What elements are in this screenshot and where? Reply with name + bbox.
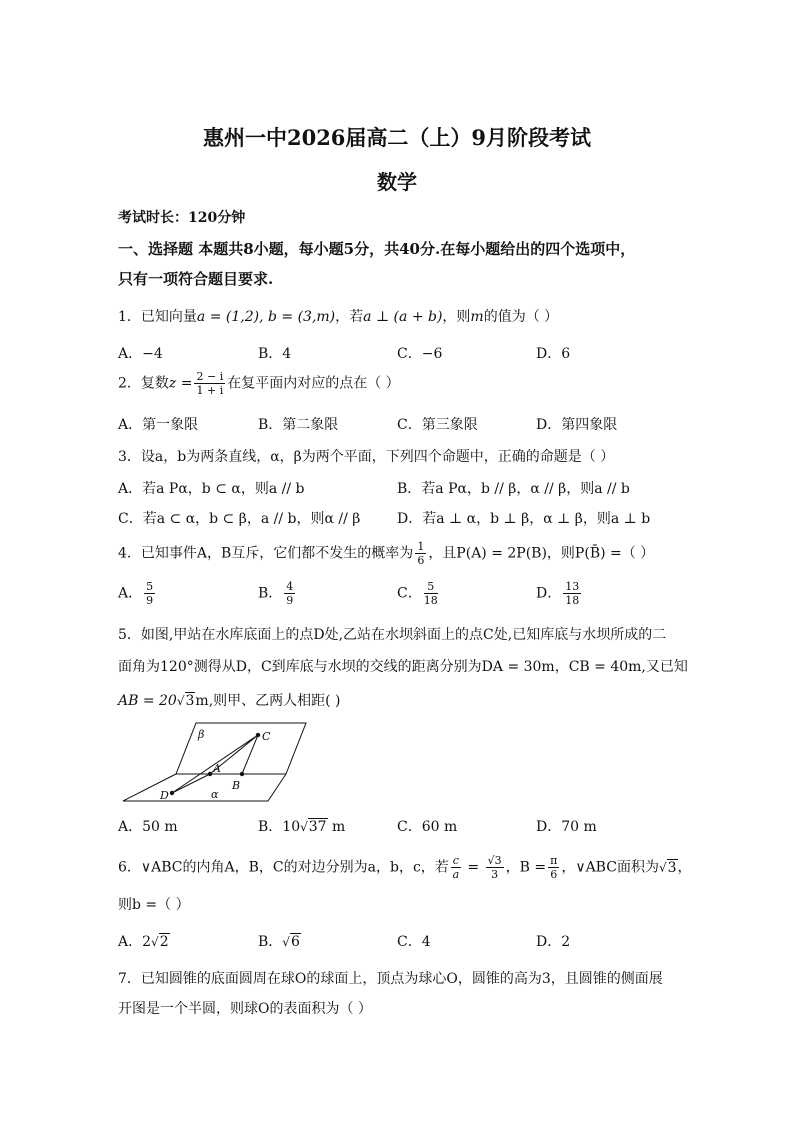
q4-d-num: 13	[565, 580, 580, 593]
q6-text-b: ，B =	[505, 859, 547, 876]
q1-option-d: D．6	[536, 346, 571, 362]
q5-option-c: C．60 m	[397, 819, 458, 835]
q5-option-b-rad: 37	[308, 819, 327, 835]
q4-option-b	[258, 580, 297, 607]
label-C: C	[262, 730, 271, 743]
q1-option-b: B．4	[258, 346, 292, 362]
q4-a-den: 9	[146, 594, 154, 607]
q4-option-b-frac	[284, 580, 295, 607]
q6-text-d: ，	[677, 859, 692, 876]
q4-num: 1	[417, 540, 425, 553]
q4-a-num: 5	[146, 580, 154, 593]
dihedral-figure	[118, 718, 308, 808]
q6-f2-den: 3	[491, 868, 499, 881]
q6-option-a-rad: 2	[159, 934, 169, 950]
q1-option-a: A．−4	[118, 346, 163, 362]
q3-option-b: B．若a Pα，b // β，α // β，则a // b	[397, 481, 630, 497]
q2-text-b: 在复平面内对应的点在（ ）	[227, 375, 400, 392]
q6-f2-num: √3	[487, 854, 502, 867]
q3-option-c: C．若a ⊂ α，b ⊂ β，a // b，则α // β	[118, 511, 361, 527]
q4-option-a	[118, 580, 157, 607]
q4-b-num: 4	[286, 580, 294, 593]
q1-var: m	[470, 309, 484, 325]
q1-text-a: 1．已知向量	[118, 309, 197, 325]
q6-rad: 3	[667, 859, 677, 876]
q4-text-b: ，且P(A) = 2P(B)，则P(B̄) =（ ）	[428, 545, 655, 562]
q5-line3c: m,则甲、乙两人相距( )	[195, 693, 341, 709]
question-6: 6．∨ABC的内角A，B，C的对边分别为a，b，c，若 $\frac{c}{a}$ = $\frac{√3}{3}$ ，B = $\frac{\pi}{6}$ ，∨ABC面积为√3，	[118, 854, 692, 881]
q4-den: 6	[417, 554, 425, 567]
q7-line1: 7．已知圆锥的底面圆周在球O的球面上，顶点为球心O，圆锥的高为3，且圆锥的侧面展	[118, 971, 663, 987]
q3-option-a: A．若a Pα，b ⊂ α，则a // b	[118, 481, 305, 497]
q4-fraction	[415, 540, 426, 567]
q6-f1-den: a	[452, 868, 460, 881]
q2-option-c: C．第三象限	[397, 417, 478, 433]
q1-expr1: a = (1,2), b = (3,m)	[196, 309, 336, 325]
q6-option-b-label: B．	[258, 934, 283, 950]
q6-option-a-label: A．2	[118, 934, 152, 950]
point-B	[240, 772, 244, 776]
q4-option-c-frac	[424, 580, 438, 607]
subject-title: 数学	[377, 170, 417, 194]
label-alpha: α	[211, 788, 219, 801]
q5-line3: AB = 20√3m,则甲、乙两人相距( )	[118, 693, 341, 709]
label-B: B	[232, 779, 241, 792]
q4-text-a: 4．已知事件A，B互斥，它们都不发生的概率为	[118, 545, 414, 562]
q1-text-b: ，若	[335, 309, 364, 325]
point-C	[256, 733, 260, 737]
q4-d-den: 18	[565, 594, 580, 607]
q6-f3-den: 6	[550, 868, 558, 881]
q6-f1-num: c	[452, 854, 459, 867]
q3-option-d: D．若a ⊥ α，b ⊥ β，α ⊥ β，则a ⊥ b	[397, 511, 651, 527]
q4-c-den: 18	[423, 594, 438, 607]
q6-frac3	[548, 854, 559, 881]
section1-line1: 一、选择题 本题共8小题，每小题5分，共40分.在每小题给出的四个选项中，	[118, 240, 636, 258]
q6-frac1	[451, 854, 461, 881]
question-4	[118, 540, 654, 567]
q4-option-a-label: A．	[118, 585, 143, 602]
q6-line2: 则b =（ ）	[118, 897, 190, 913]
question-2	[118, 370, 400, 397]
q7-line2: 开图是一个半圆，则球O的表面积为（ ）	[118, 1001, 372, 1017]
q2-lhs: z =	[168, 375, 193, 392]
q6-text-c: ，∨ABC面积为	[561, 859, 659, 876]
q2-option-a: A．第一象限	[118, 417, 199, 433]
q4-option-d-frac	[563, 580, 581, 607]
label-D: D	[160, 789, 169, 802]
q5-option-b-label: B．10	[258, 819, 301, 835]
q5-line3a: AB = 20	[118, 693, 177, 709]
q4-option-d	[536, 580, 583, 607]
question-1	[118, 306, 558, 326]
q6-option-b: B．√6	[258, 934, 300, 950]
q4-option-a-frac	[144, 580, 155, 607]
q6-option-b-rad: 6	[290, 934, 300, 950]
q4-option-c	[397, 580, 440, 607]
q6-option-c: C．4	[397, 934, 431, 950]
q6-option-d: D．2	[536, 934, 571, 950]
point-A	[208, 772, 212, 776]
q6-frac2	[486, 854, 504, 881]
q1-expr2: a ⊥ (a + b)	[363, 309, 443, 325]
q2-fraction	[194, 370, 225, 397]
q5-line1: 5．如图,甲站在水库底面上的点D处,乙站在水坝斜面上的点C处,已知库底与水坝所成的二	[118, 627, 667, 643]
q4-option-c-label: C．	[397, 585, 422, 602]
label-beta: β	[198, 728, 205, 741]
exam-title: 惠州一中2026届高二（上）9月阶段考试	[202, 125, 592, 150]
q4-option-b-label: B．	[258, 585, 283, 602]
q5-option-b-unit: m	[327, 819, 346, 835]
q6-text-a: 6．∨ABC的内角A，B，C的对边分别为a，b，c，若	[118, 859, 449, 876]
q4-c-num: 5	[424, 580, 438, 594]
q1-option-c: C．−6	[397, 346, 443, 362]
q1-text-d: 的值为（ ）	[483, 309, 559, 325]
q5-line2: 面角为120°测得从D，C到库底与水坝的交线的距离分别为DA = 30m，CB = 40m,又已知	[118, 659, 688, 675]
q6-eq: =	[462, 859, 484, 876]
q5-option-a: A．50 m	[118, 819, 178, 835]
q1-text-c: ，则	[442, 309, 471, 325]
section1-line2: 只有一项符合题目要求.	[118, 270, 274, 288]
q2-option-d: D．第四象限	[536, 417, 618, 433]
q4-b-den: 9	[286, 594, 294, 607]
line-DA	[172, 774, 210, 793]
plane-alpha	[123, 774, 286, 801]
q5-line3b: 3	[185, 693, 195, 709]
label-A: A	[213, 762, 221, 775]
q5-option-b: B．10√37 m	[258, 819, 346, 835]
q2-text-a: 2．复数	[118, 375, 169, 392]
q6-f3-num: π	[550, 854, 558, 867]
q2-den: 1 + i	[196, 384, 224, 397]
exam-duration: 考试时长：120分钟	[118, 210, 246, 226]
question-3: 3．设a，b为两条直线，α，β为两个平面，下列四个命题中，正确的命题是（ ）	[118, 449, 615, 465]
q4-option-d-label: D．	[536, 585, 562, 602]
point-D	[170, 791, 174, 795]
q6-option-a: A．2√2	[118, 934, 169, 950]
q2-num: 2 − i	[196, 370, 224, 383]
q2-option-b: B．第二象限	[258, 417, 339, 433]
q5-option-d: D．70 m	[536, 819, 597, 835]
